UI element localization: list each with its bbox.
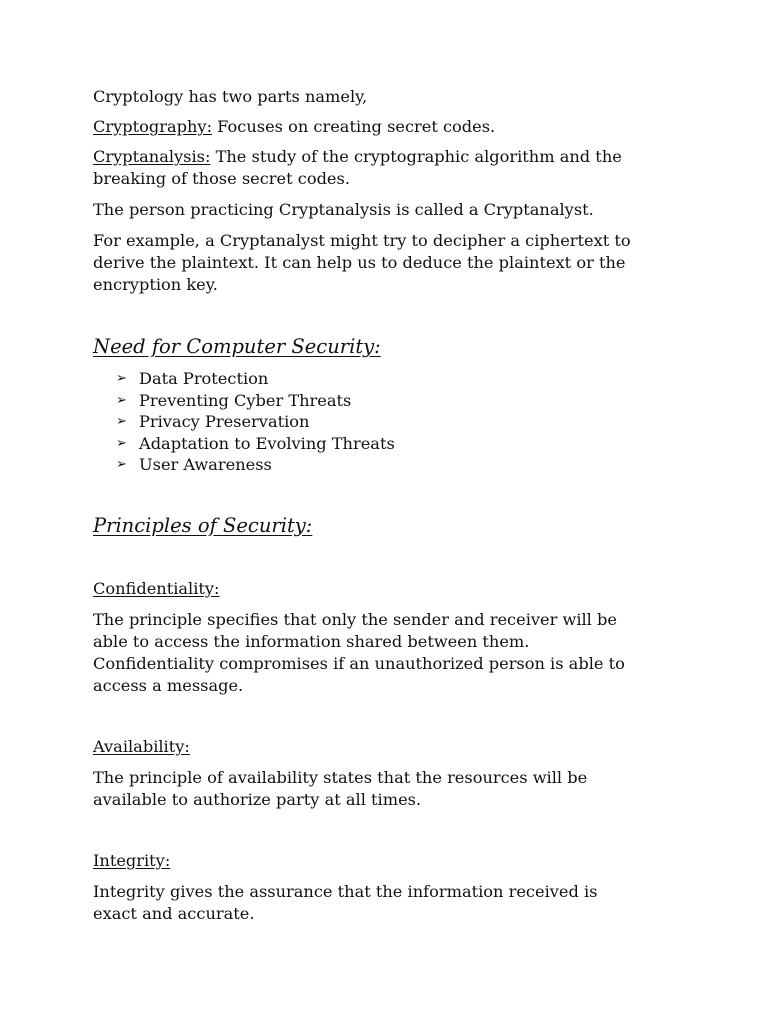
cryptography-text: Focuses on creating secret codes. [212, 117, 496, 136]
availability-line2: available to authorize party at all times. [93, 789, 422, 809]
integrity-line1: Integrity gives the assurance that the information received is [93, 881, 598, 901]
confidentiality-title: Confidentiality: [93, 578, 220, 598]
list-item-label: Data Protection [139, 369, 269, 388]
cryptography-definition [93, 116, 693, 138]
availability-paragraph [93, 767, 693, 811]
cryptanalysis-term: Cryptanalysis: [93, 147, 211, 166]
list-item [116, 454, 693, 476]
cryptanalysis-text-line2: breaking of those secret codes. [93, 169, 350, 188]
principles-of-security-heading: Principles of Security: [93, 513, 313, 537]
list-item [116, 390, 693, 412]
list-item-label: Privacy Preservation [139, 412, 310, 431]
arrowhead-bullet-icon: ➢ [116, 457, 127, 473]
list-item-label: User Awareness [139, 455, 272, 474]
confidentiality-line1: The principle specifies that only the sender and receiver will be [93, 609, 617, 629]
cryptanalysis-text-line1: The study of the cryptographic algorithm and the [210, 147, 622, 166]
confidentiality-line4: access a message. [93, 675, 244, 695]
example-line2: derive the plaintext. It can help us to deduce the plaintext or the [93, 253, 626, 272]
intro-text: Cryptology has two parts namely, [93, 87, 368, 106]
arrowhead-bullet-icon: ➢ [116, 371, 127, 387]
cryptanalysis-definition [93, 146, 693, 190]
list-item-label: Adaptation to Evolving Threats [139, 433, 395, 453]
arrowhead-bullet-icon: ➢ [116, 414, 127, 430]
cryptanalyst-sentence: The person practicing Cryptanalysis is called a Cryptanalyst. [93, 200, 594, 219]
list-item-label: Preventing Cyber Threats [139, 390, 352, 410]
arrowhead-bullet-icon: ➢ [116, 392, 127, 408]
confidentiality-line2: able to access the information shared between them. [93, 631, 530, 651]
cryptography-term: Cryptography: [93, 117, 213, 136]
availability-line1: The principle of availability states that the resources will be [93, 767, 588, 787]
availability-title: Availability: [93, 736, 190, 756]
arrowhead-bullet-icon: ➢ [116, 435, 127, 451]
example-line3: encryption key. [93, 275, 218, 294]
need-for-security-list [93, 368, 693, 476]
need-for-security-heading: Need for Computer Security: [93, 335, 381, 358]
example-line1: For example, a Cryptanalyst might try to decipher a ciphertext to [93, 231, 631, 250]
list-item [116, 368, 693, 390]
example-paragraph [93, 230, 693, 296]
confidentiality-paragraph [93, 609, 693, 697]
integrity-paragraph [93, 881, 693, 925]
integrity-title: Integrity: [93, 850, 171, 870]
integrity-line2: exact and accurate. [93, 903, 255, 923]
list-item [116, 411, 693, 433]
document-page [93, 86, 693, 925]
confidentiality-line3: Confidentiality compromises if an unauthorized person is able to [93, 653, 625, 673]
list-item [116, 433, 693, 455]
